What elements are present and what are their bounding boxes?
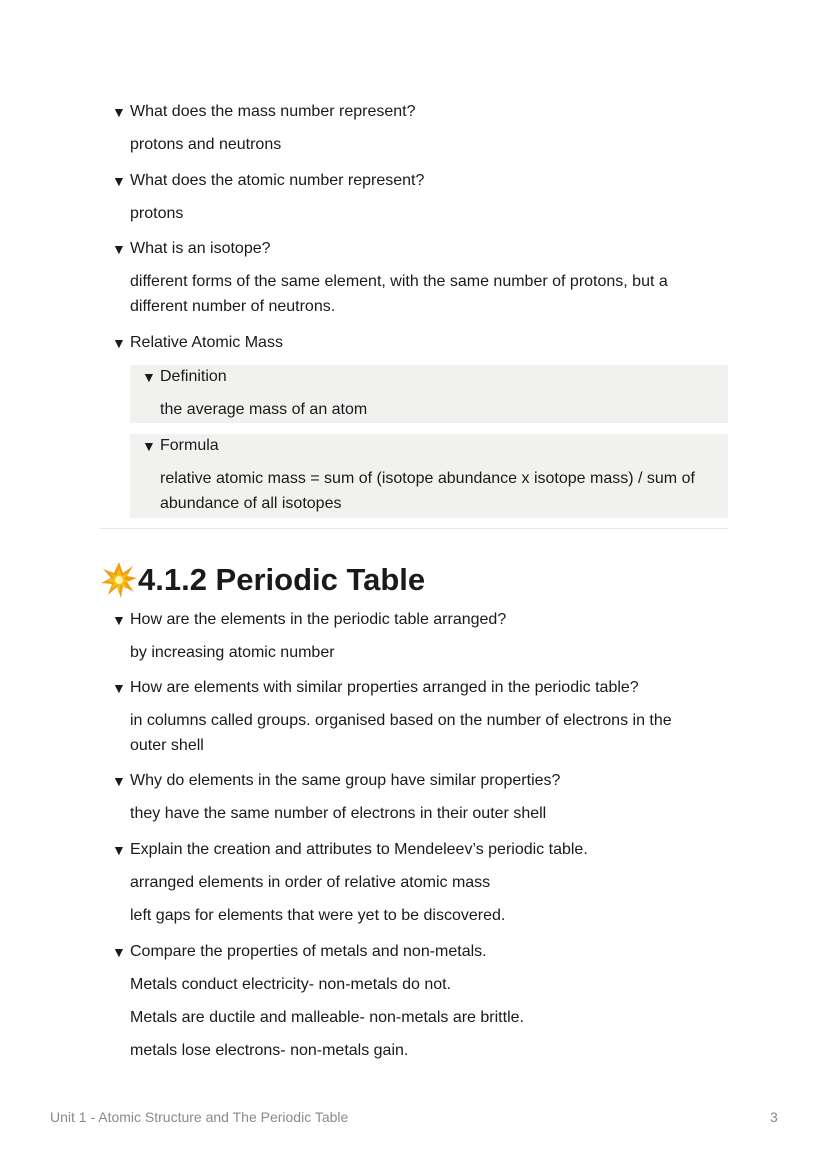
section-heading — [100, 560, 425, 600]
toggle-answer — [130, 269, 668, 319]
toggle-question: What is an isotope? — [130, 240, 271, 257]
toggle-header[interactable] — [142, 366, 728, 388]
footer-page-number: 3 — [770, 1109, 778, 1125]
toggle-question: Compare the properties of metals and non-metals. — [130, 943, 487, 960]
toggle-header[interactable] — [112, 238, 668, 260]
toggle-answer: they have the same number of electrons in their outer shell — [130, 805, 547, 822]
toggle-similar-properties[interactable] — [112, 677, 672, 758]
toggle-question: How are the elements in the periodic table arranged? — [130, 611, 507, 628]
toggle-header[interactable] — [112, 677, 672, 699]
triangle-down-icon[interactable]: ▼ — [142, 438, 156, 454]
toggle-atomic-number[interactable] — [112, 170, 424, 226]
toggle-relative-atomic-mass[interactable] — [112, 332, 283, 354]
toggle-answer: protons and neutrons — [130, 136, 282, 153]
toggle-metals-nonmetals[interactable] — [112, 941, 524, 1063]
toggle-answer: the average mass of an atom — [160, 401, 368, 418]
nested-toggle-formula[interactable] — [130, 434, 728, 518]
toggle-question: What does the mass number represent? — [130, 103, 416, 120]
toggle-header[interactable] — [112, 770, 560, 792]
answer-line: abundance of all isotopes — [160, 495, 342, 512]
divider — [100, 528, 728, 529]
toggle-answer: metals lose electrons- non-metals gain. — [130, 1042, 409, 1059]
toggle-isotope[interactable] — [112, 238, 668, 319]
toggle-question: Explain the creation and attributes to Mendeleev’s periodic table. — [130, 841, 588, 858]
toggle-same-group[interactable] — [112, 770, 560, 826]
triangle-down-icon[interactable]: ▼ — [112, 241, 126, 257]
collision-icon — [100, 561, 138, 599]
answer-line: outer shell — [130, 737, 204, 754]
triangle-down-icon[interactable]: ▼ — [112, 944, 126, 960]
toggle-mendeleev[interactable] — [112, 839, 588, 928]
toggle-answer: protons — [130, 205, 184, 222]
toggle-header[interactable] — [112, 941, 524, 963]
triangle-down-icon[interactable]: ▼ — [112, 842, 126, 858]
toggle-answer — [160, 466, 728, 516]
nested-toggle-definition[interactable] — [130, 365, 728, 423]
footer-title: Unit 1 - Atomic Structure and The Periodic Table — [50, 1109, 349, 1125]
triangle-down-icon[interactable]: ▼ — [112, 104, 126, 120]
toggle-answer: arranged elements in order of relative atomic mass — [130, 874, 491, 891]
answer-line: different number of neutrons. — [130, 298, 336, 315]
toggle-header[interactable] — [112, 839, 588, 861]
answer-line: different forms of the same element, with the same number of protons, but a — [130, 273, 668, 290]
triangle-down-icon[interactable]: ▼ — [112, 680, 126, 696]
toggle-answer — [130, 708, 672, 758]
heading-text: 4.1.2 Periodic Table — [138, 562, 426, 597]
toggle-header[interactable] — [112, 332, 283, 354]
toggle-answer: Metals are ductile and malleable- non-metals are brittle. — [130, 1009, 524, 1026]
toggle-mass-number[interactable] — [112, 101, 415, 157]
triangle-down-icon[interactable]: ▼ — [112, 335, 126, 351]
toggle-question: Formula — [160, 437, 219, 454]
triangle-down-icon[interactable]: ▼ — [142, 369, 156, 385]
toggle-answer: by increasing atomic number — [130, 644, 335, 661]
toggle-header[interactable] — [112, 170, 424, 192]
toggle-question: Definition — [160, 368, 227, 385]
answer-line: in columns called groups. organised based on the number of electrons in the — [130, 712, 672, 729]
triangle-down-icon[interactable]: ▼ — [112, 773, 126, 789]
toggle-answer: left gaps for elements that were yet to be discovered. — [130, 907, 506, 924]
toggle-answer: Metals conduct electricity- non-metals do not. — [130, 976, 452, 993]
toggle-question: Relative Atomic Mass — [130, 334, 283, 351]
toggle-header[interactable] — [112, 101, 415, 123]
toggle-question: What does the atomic number represent? — [130, 172, 425, 189]
toggle-header[interactable] — [142, 435, 728, 457]
toggle-periodic-arranged[interactable] — [112, 609, 506, 665]
toggle-question: Why do elements in the same group have similar properties? — [130, 772, 561, 789]
answer-line: relative atomic mass = sum of (isotope abundance x isotope mass) / sum of — [160, 470, 695, 487]
triangle-down-icon[interactable]: ▼ — [112, 612, 126, 628]
toggle-header[interactable] — [112, 609, 506, 631]
toggle-question: How are elements with similar properties arranged in the periodic table? — [130, 679, 639, 696]
triangle-down-icon[interactable]: ▼ — [112, 173, 126, 189]
